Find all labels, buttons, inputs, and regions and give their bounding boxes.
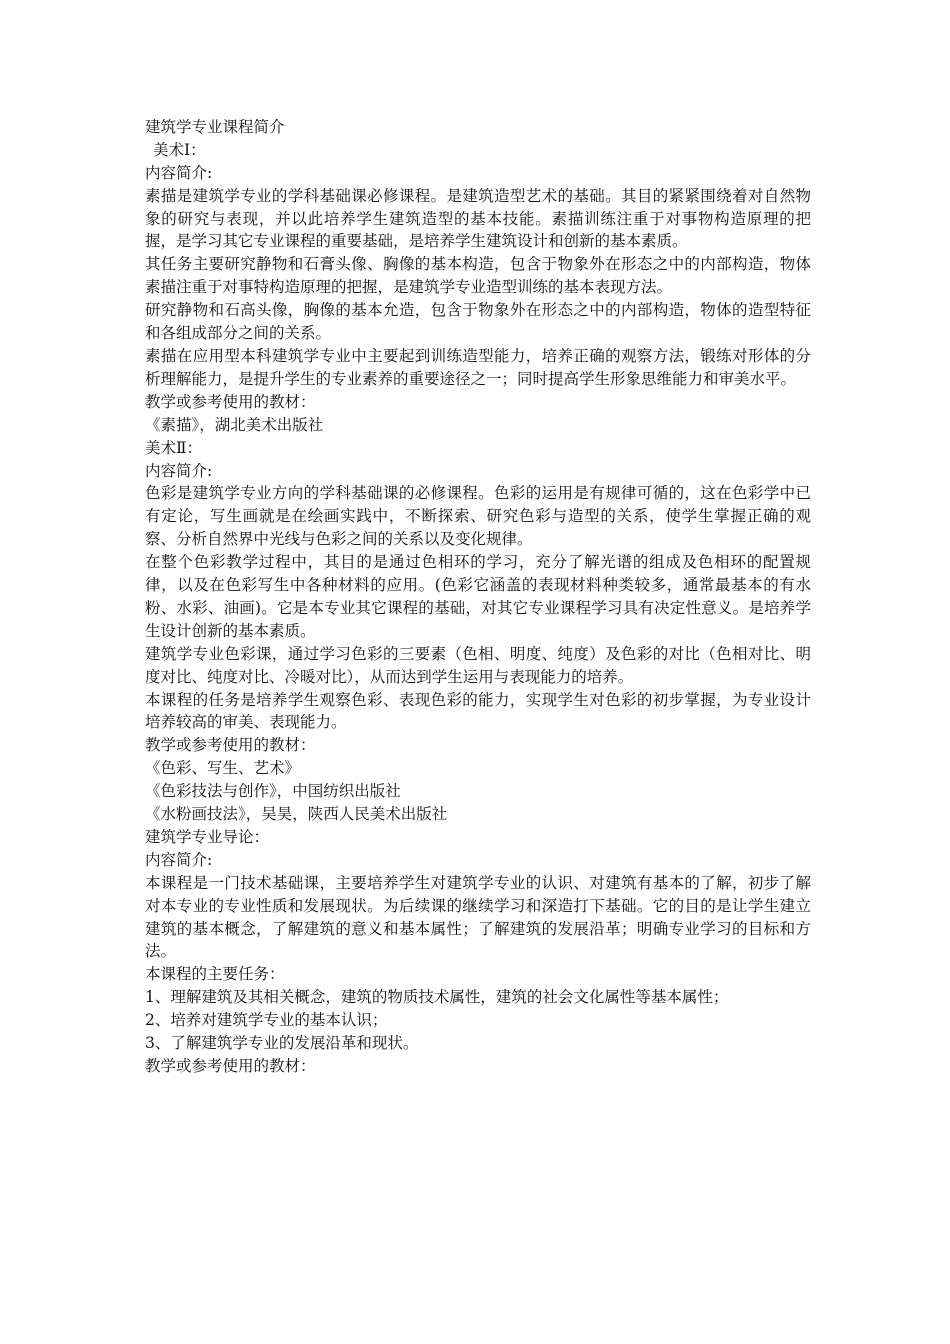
paragraph: 本课程的任务是培养学生观察色彩、表现色彩的能力，实现学生对色彩的初步掌握，为专业设计培养较高的审美、表现能力。: [145, 690, 811, 732]
intro-label: 内容简介:: [145, 163, 213, 182]
paragraph: 素描在应用型本科建筑学专业中主要起到训练造型能力，培养正确的观察方法，锻练对形体的分析理解能力，是提升学生的专业素养的重要途径之一；同时提高学生形象思维能力和审美水平。: [145, 347, 811, 388]
task-item: 3、了解建筑学专业的发展沿革和现状。: [145, 1034, 419, 1052]
tasks-label: 本课程的主要任务：: [145, 965, 285, 984]
textbook-item: 《色彩技法与创作》，中国纺织出版社: [145, 782, 401, 801]
section-heading-art2: 美术Ⅱ：: [145, 438, 203, 457]
task-item: 1、理解建筑及其相关概念，建筑的物质技术属性，建筑的社会文化属性等基本属性；: [145, 988, 729, 1007]
section-heading-intro: 建筑学专业导论：: [145, 827, 270, 846]
paragraph: 本课程是一门技术基础课，主要培养学生对建筑学专业的认识、对建筑有基本的了解，初步了解对本专业的专业性质和发展现状。为后续课的继续学习和深造打下基础。它的目的是让学生建立建筑的基本概念，了解建筑的意义和基本属性；了解建筑的发展沿革；明确专业学习的目标和方法。: [145, 873, 811, 961]
paragraph: 研究静物和石高头像，胸像的基本允造，包含于物象外在形态之中的内部构造，物体的造型特征和各组成部分之间的关系。: [145, 301, 811, 343]
paragraph: 其任务主要研究静物和石膏头像、胸像的基本构造，包含于物象外在形态之中的内部构造，物体素描注重于对事特构造原理的把握，是建筑学专业造型训练的基本表现方法。: [145, 255, 811, 297]
paragraph: 建筑学专业色彩课，通过学习色彩的三要素（色相、明度、纯度）及色彩的对比（色相对比、明度对比、纯度对比、冷暖对比），从而达到学生运用与表现能力的培养。: [145, 644, 811, 686]
textbook-label: 教学或参考使用的教材：: [145, 392, 316, 411]
textbook-item: 《色彩、写生、艺术》: [145, 759, 301, 778]
document-page: [145, 116, 811, 1078]
task-item: 2、培养对建筑学专业的基本认识；: [145, 1011, 388, 1030]
intro-label: 内容简介:: [145, 461, 213, 480]
textbook-item: 《素描》，湖北美术出版社: [145, 415, 324, 434]
document-title: 建筑学专业课程简介: [145, 118, 285, 136]
intro-label: 内容简介:: [145, 850, 213, 869]
section-heading-art1: 美术Ⅰ：: [153, 140, 206, 159]
textbook-label: 教学或参考使用的教材：: [145, 1056, 316, 1075]
textbook-item: 《水粉画技法》，吴昊，陕西人民美术出版社: [145, 805, 448, 824]
paragraph: 素描是建筑学专业的学科基础课必修课程。是建筑造型艺术的基础。其目的紧紧围绕着对自然物象的研究与表现，并以此培养学生建筑造型的基本技能。素描训练注重于对事物构造原理的把握，是学习其它专业课程的重要基础，是培养学生建筑设计和创新的基本素质。: [145, 186, 811, 251]
textbook-label: 教学或参考使用的教材：: [145, 736, 316, 755]
paragraph: 色彩是建筑学专业方向的学科基础课的必修课程。色彩的运用是有规律可循的，这在色彩学中已有定论，写生画就是在绘画实践中，不断探索、研究色彩与造型的关系，使学生掌握正确的观察、分析自然界中光线与色彩之间的关系以及变化规律。: [145, 484, 811, 549]
paragraph: 在整个色彩教学过程中，其目的是通过色相环的学习，充分了解光谱的组成及色相环的配置规律，以及在色彩写生中各种材料的应用。(色彩它涵盖的表现材料种类较多，通常最基本的有水粉、水彩、油画)。它是本专业其它课程的基础，对其它专业课程学习具有决定性意义。是培养学生设计创新的基本素质。: [145, 553, 811, 640]
